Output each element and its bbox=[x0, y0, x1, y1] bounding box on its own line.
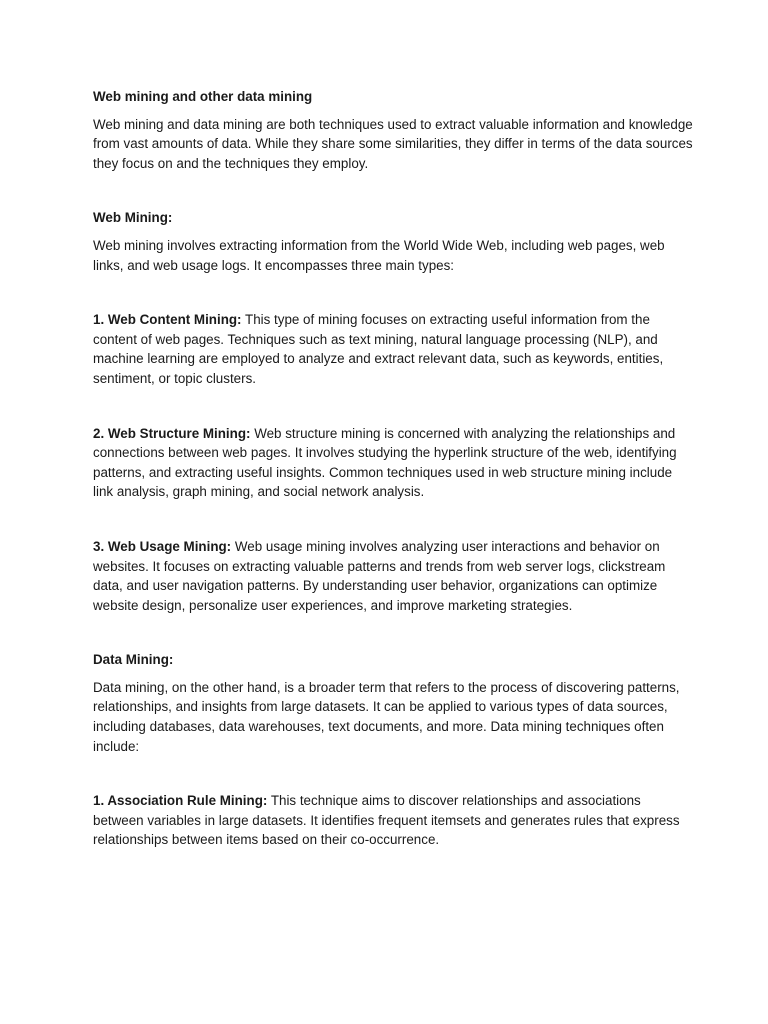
intro-paragraph: Web mining and data mining are both techniques used to extract valuable information and knowledge from vast amounts of data. While they share some similarities, they differ in terms of the data sources they focus on and the techniques they employ. bbox=[93, 116, 693, 171]
web-content-mining-lead: 1. Web Content Mining: bbox=[93, 312, 242, 328]
document-title: Web mining and other data mining bbox=[93, 89, 313, 104]
web-usage-mining-text: Web usage mining involves analyzing user interactions and behavior on websites. It focuses on extracting valuable patterns and trends from web server logs, clickstream data, and user navigation patterns. By understanding user behavior, organizations can optimize website design, personalize user experiences, and improve marketing strategies. bbox=[93, 538, 666, 613]
web-mining-heading: Web Mining: bbox=[93, 210, 173, 226]
data-mining-intro: Data mining, on the other hand, is a broader term that refers to the process of discovering patterns, relationships, and insights from large datasets. It can be applied to various types of data sources, including databases, data warehouses, text documents, and more. Data mining techniques often include: bbox=[93, 679, 680, 754]
document-body bbox=[93, 87, 693, 850]
association-rule-mining-text: This technique aims to discover relationships and associations between variables in large datasets. It identifies frequent itemsets and generates rules that express relationships between items based on their co-occurrence. bbox=[93, 793, 680, 848]
association-rule-mining-item bbox=[93, 791, 693, 850]
web-structure-mining-item bbox=[93, 424, 693, 502]
web-content-mining-text: This type of mining focuses on extracting useful information from the content of web pages. Techniques such as text mining, natural language processing (NLP), and machine learning are employed to analyze and extract relevant data, such as keywords, entities, sentiment, or topic clusters. bbox=[93, 312, 664, 386]
web-usage-mining-item bbox=[93, 537, 693, 615]
web-mining-intro: Web mining involves extracting information from the World Wide Web, including web pages, web links, and web usage logs. It encompasses three main types: bbox=[93, 237, 665, 273]
association-rule-mining-lead: 1. Association Rule Mining: bbox=[93, 793, 268, 809]
web-usage-mining-lead: 3. Web Usage Mining: bbox=[93, 538, 232, 554]
web-structure-mining-text: Web structure mining is concerned with analyzing the relationships and connections between web pages. It involves studying the hyperlink structure of the web, identifying patterns, and extracting useful insights. Common techniques used in web structure mining include link analysis, graph mining, and social network analysis. bbox=[93, 425, 677, 500]
web-content-mining-item bbox=[93, 310, 693, 388]
web-structure-mining-lead: 2. Web Structure Mining: bbox=[93, 425, 251, 441]
data-mining-heading: Data Mining: bbox=[93, 652, 174, 668]
